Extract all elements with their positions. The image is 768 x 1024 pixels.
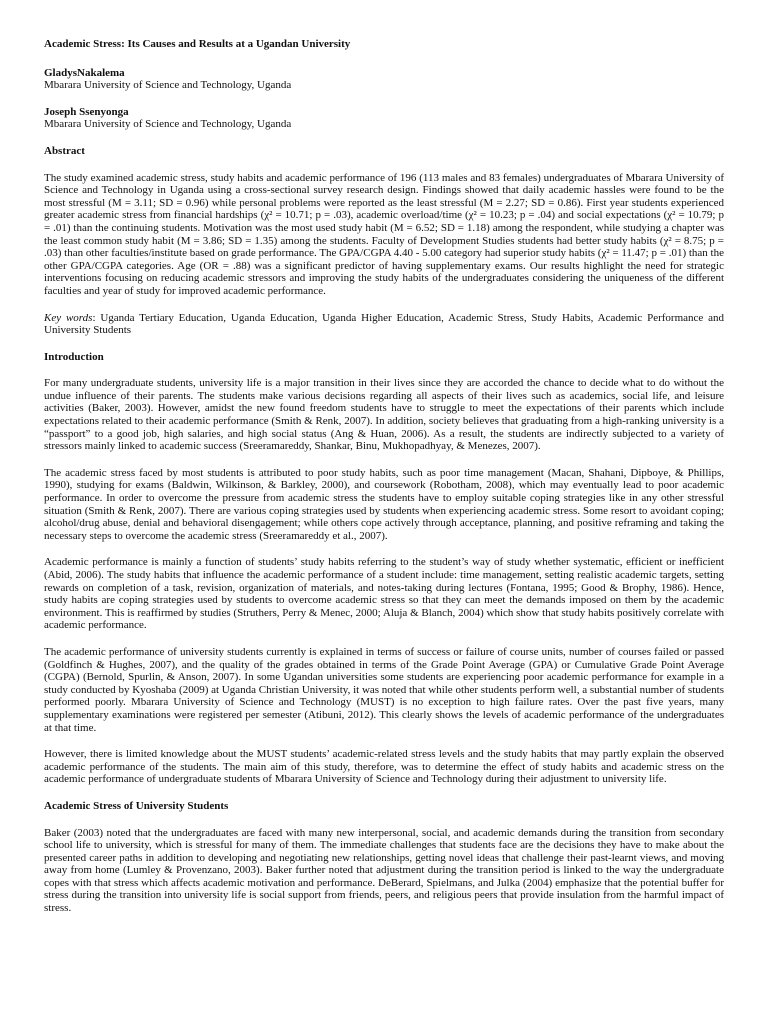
abstract-text: The study examined academic stress, study habits and academic performance of 196 (113 males and 83 females) undergraduates of Mbarara University of Science and Technology in Uganda using a cross-sectional survey research design. Findings showed that daily academic hassles were found to be the most stressful (M = 3.11; SD = 0.96) while personal problems were reported as the least stressful (M = 2.27; SD = 0.86). First year students experienced greater academic stress from financial hardships (χ² = 10.71; p = .03), academic overload/time (χ² = 10.23; p = .04) and social expectations (χ² = 10.79; p = .01) than the continuing students. Motivation was the most used study habit (M = 6.52; SD = 1.18) among the respondent, while studying a chapter was the least common study habit (M = 3.86; SD = 1.35) among the students. Faculty of Development Studies students had better study habits (χ² = 8.75; p = .03) than other faculties/institute based on grade performance. The GPA/CGPA 4.40 - 5.00 category had superior study habits (χ² = 11.47; p = .01) than the other GPA/CGPA categories. Age (OR = .88) was a significant predictor of having supplementary exams. Our results highlight the need for strategic interventions focusing on reducing academic stressors and improving the study habits of the undergraduates considering the uniqueness of the different faculties and year of study for improved academic performance. — [44, 171, 724, 297]
intro-paragraph: The academic performance of university students currently is explained in terms of success or failure of course units, number of courses failed or passed (Goldfinch & Hughes, 2007), and the quality of the grades obtained in terms of the Grade Point Average (GPA) or Cumulative Grade Point Average (CGPA) (Bernold, Spurlin, & Anson, 2007). In some Ugandan universities some students are experiencing poor academic performance for example in a study conducted by Kyoshaba (2009) at Uganda Christian University, it was noted that while other students perform well, a substantial number of students performed poorly. Mbarara University of Science and Technology (MUST) is no exception to high failure rates. Over the past five years, many supplementary examinations were registered per semester (Atibuni, 2012). This clearly shows the levels of academic performance of the undergraduates at that time. — [44, 645, 724, 734]
author-affiliation: Mbarara University of Science and Technology, Uganda — [44, 118, 292, 131]
author-affiliation: Mbarara University of Science and Technology, Uganda — [44, 79, 292, 92]
intro-paragraph: However, there is limited knowledge about the MUST students’ academic-related stress levels and the study habits that may partly explain the observed academic performance of the students. The main aim of this study, therefore, was to determine the effect of study habits and academic stress on the academic performance of undergraduate students of Mbarara University of Science and Technology during their adjustment to university life. — [44, 748, 724, 786]
intro-paragraph: The academic stress faced by most students is attributed to poor study habits, such as poor time management (Macan, Shahani, Dipboye, & Phillips, 1990), studying for exams (Baldwin, Wilkinson, & Barkley, 2000), and coursework (Robotham, 2008), which may eventually lead to poor academic performance. In order to overcome the pressure from academic stress the students have to employ suitable coping strategies like in any other stressful situation (Smith & Renk, 2007). There are various coping strategies used by students when experiencing academic stress. Some resort to avoidant coping; alcohol/drug abuse, denial and behavioral disengagement; while others cope actively through acceptance, planning, and positive reframing and taking the necessary steps to overcome the academic stress (Sreeramareddy et al., 2007). — [44, 466, 724, 542]
keywords — [44, 312, 724, 337]
author-block — [44, 67, 724, 92]
intro-paragraph: Academic performance is mainly a function of students’ study habits referring to the student’s way of study whether systematic, efficient or inefficient (Abid, 2006). The study habits that influence the academic performance of a student include: time management, setting realistic academic targets, setting rewards on completion of a task, revision, organization of materials, and notes-taking during lectures (Fontana, 1995; Good & Brophy, 1986). Hence, study habits are coping strategies used by students to overcome academic stress so that they can meet the demands imposed on them by the academic environment. This is reaffirmed by studies (Struthers, Perry & Menec, 2000; Aluja & Blanch, 2004) which show that study habits positively correlate with academic performance. — [44, 556, 724, 632]
paper-title: Academic Stress: Its Causes and Results at a Ugandan University — [44, 38, 351, 50]
section-heading: Academic Stress of University Students — [44, 799, 229, 812]
author-name: GladysNakalema — [44, 66, 125, 79]
author-block — [44, 106, 724, 131]
section-paragraph: Baker (2003) noted that the undergraduates are faced with many new interpersonal, social, and academic demands during the transition from secondary school life to university, which is stressful for many of them. The immediate challenges that students face are the decisions they have to make about the presented career paths in addition to developing and negotiating new relationships, getting novel ideas that challenge their past-learnt views, and moving away from home (Lumley & Provenzano, 2003). Baker further noted that adjustment during the transition period is linked to the way the undergraduate copes with that stress which affects academic motivation and performance. DeBerard, Spielmans, and Julka (2004) emphasize that the potential buffer for stress during the transition into university life is social support from friends, peers, and religious peers that provide insulation from the harmful impact of stress. — [44, 826, 724, 915]
abstract-heading: Abstract — [44, 144, 85, 157]
introduction-heading: Introduction — [44, 350, 104, 363]
paper-page — [44, 38, 724, 929]
intro-paragraph: For many undergraduate students, university life is a major transition in their lives since they are accorded the chance to decide what to do without the undue influence of their parents. The students make various decisions regarding all aspects of their lives such as academics, social life, and leisure activities (Baker, 2003). However, amidst the new found freedom students have to struggle to meet the expectations of their parents which include expectations related to their academic performance (Smith & Renk, 2007). In addition, society believes that graduating from a high-ranking university is a “passport” to a good job, high salaries, and high social status (Ang & Huan, 2006). As a result, the students are indirectly subjected to a variety of stressors mainly linked to academic success (Sreeramareddy, Shankar, Binu, Mukhopadhyay, & Menezes, 2007). — [44, 377, 724, 453]
author-name: Joseph Ssenyonga — [44, 105, 129, 118]
keywords-text: : Uganda Tertiary Education, Uganda Education, Uganda Higher Education, Academic Stress, Study Habits, Academic Performance and University Students — [44, 311, 724, 337]
keywords-label: Key words — [44, 311, 93, 324]
